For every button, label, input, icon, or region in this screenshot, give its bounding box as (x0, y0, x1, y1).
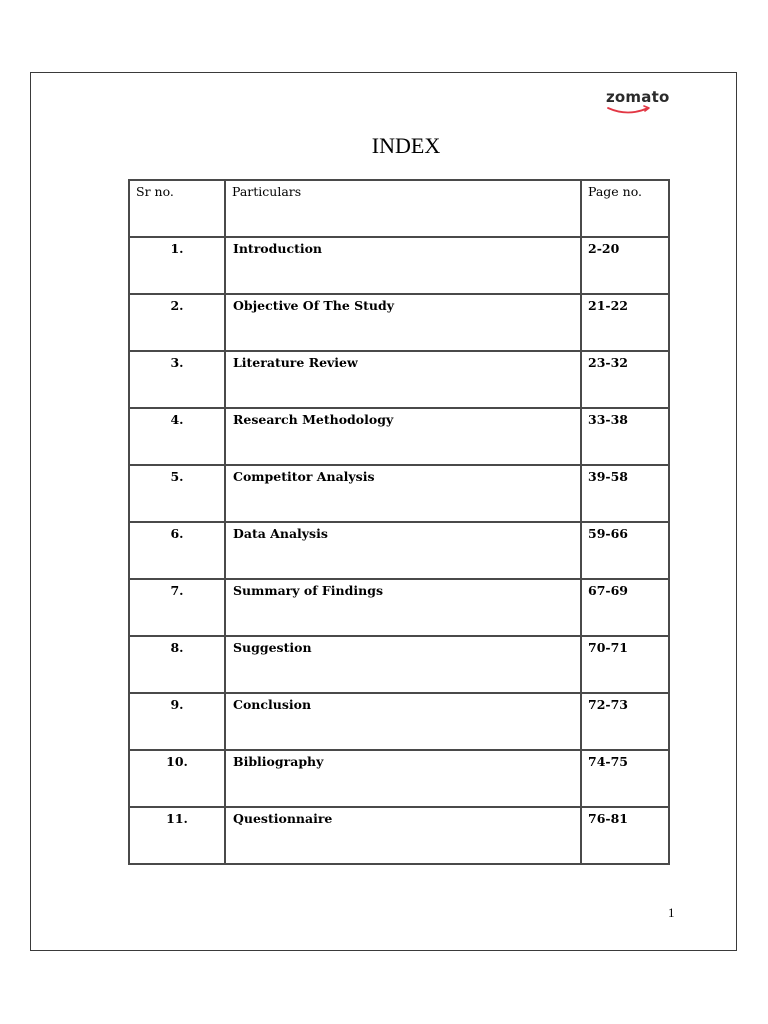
header-particulars: Particulars (225, 180, 581, 237)
row-sr-no: 5. (129, 465, 225, 522)
page-number: 1 (668, 905, 675, 920)
row-page-no: 21-22 (581, 294, 669, 351)
row-sr-no: 7. (129, 579, 225, 636)
page-title: INDEX (371, 133, 441, 158)
row-sr-no: 11. (129, 807, 225, 864)
zomato-logo (606, 88, 678, 118)
logo-text: zomato (606, 88, 670, 106)
row-page-no: 74-75 (581, 750, 669, 807)
header-page-no: Page no. (581, 180, 669, 237)
table-row (129, 408, 669, 465)
header-sr-no: Sr no. (129, 180, 225, 237)
table-row (129, 807, 669, 864)
row-page-no: 39-58 (581, 465, 669, 522)
table-row (129, 693, 669, 750)
table-row (129, 465, 669, 522)
table-row (129, 636, 669, 693)
row-particulars: Literature Review (225, 351, 581, 408)
row-page-no: 59-66 (581, 522, 669, 579)
row-page-no: 2-20 (581, 237, 669, 294)
table-row (129, 294, 669, 351)
logo-swoosh-icon (606, 104, 654, 116)
row-page-no: 72-73 (581, 693, 669, 750)
row-sr-no: 6. (129, 522, 225, 579)
table-row (129, 750, 669, 807)
row-particulars: Suggestion (225, 636, 581, 693)
row-particulars: Competitor Analysis (225, 465, 581, 522)
row-particulars: Data Analysis (225, 522, 581, 579)
row-particulars: Introduction (225, 237, 581, 294)
row-particulars: Research Methodology (225, 408, 581, 465)
row-sr-no: 2. (129, 294, 225, 351)
table-row (129, 351, 669, 408)
row-particulars: Conclusion (225, 693, 581, 750)
row-sr-no: 10. (129, 750, 225, 807)
row-sr-no: 4. (129, 408, 225, 465)
row-page-no: 67-69 (581, 579, 669, 636)
row-particulars: Objective Of The Study (225, 294, 581, 351)
row-particulars: Summary of Findings (225, 579, 581, 636)
row-sr-no: 8. (129, 636, 225, 693)
table-row (129, 522, 669, 579)
index-table (128, 179, 670, 865)
row-page-no: 76-81 (581, 807, 669, 864)
row-page-no: 70-71 (581, 636, 669, 693)
row-sr-no: 3. (129, 351, 225, 408)
table-header-row (129, 180, 669, 237)
row-particulars: Questionnaire (225, 807, 581, 864)
row-sr-no: 9. (129, 693, 225, 750)
table-row (129, 237, 669, 294)
row-page-no: 33-38 (581, 408, 669, 465)
row-sr-no: 1. (129, 237, 225, 294)
row-page-no: 23-32 (581, 351, 669, 408)
row-particulars: Bibliography (225, 750, 581, 807)
table-row (129, 579, 669, 636)
